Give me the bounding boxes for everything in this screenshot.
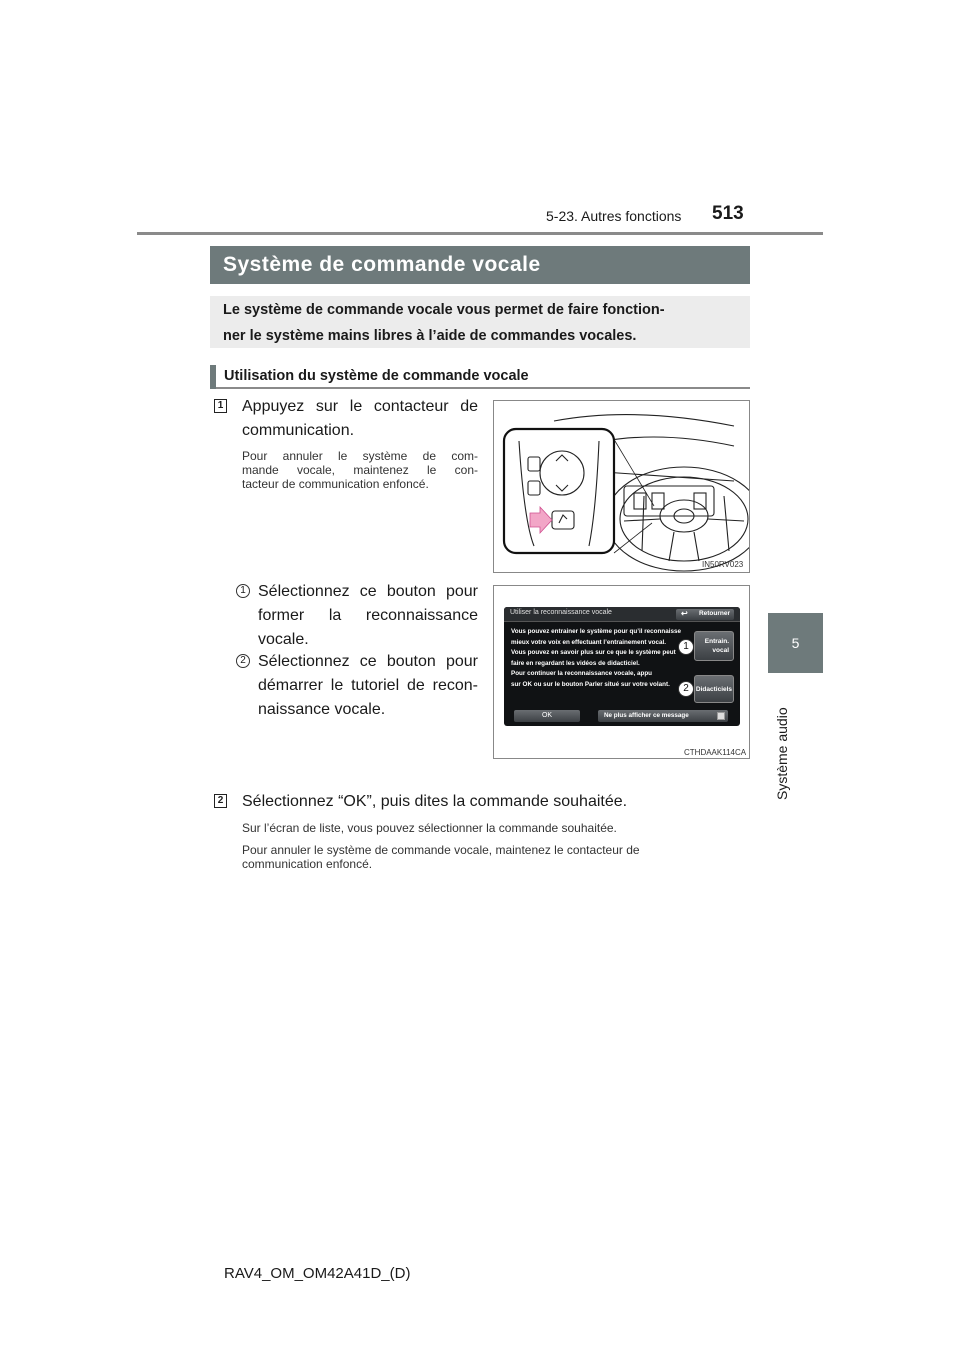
intro-box [210,296,750,348]
note-line: tacteur de communication enfoncé. [242,477,429,491]
note-line: communication enfoncé. [242,857,373,871]
hide-message-label: Ne plus afficher ce message [604,712,689,719]
step-2-note-1 [242,821,752,835]
note-line: mande vocale, maintenez le con- [242,463,478,477]
subsection-marker [210,365,216,389]
text-line: naissance vocale. [258,701,386,718]
step-2-text: Sélectionnez “OK”, puis dites la commande souhaitée. [242,793,628,810]
hide-message-button[interactable] [598,710,728,722]
back-button[interactable] [676,609,734,620]
text-line: vocale. [258,631,309,648]
train-voice-button[interactable] [694,631,734,661]
chapter-title: Système audio [774,707,790,800]
intro-line: Le système de commande vocale vous permet de faire fonction- [223,302,665,318]
screen-line: Vous pouvez en savoir plus sur ce que le système peut [511,649,676,656]
callout-1-text [258,580,478,652]
train-button-line: vocal [712,647,729,654]
page-number: 513 [712,203,744,224]
callout-2-text [258,650,478,722]
train-button-line: Entrain. [704,638,729,645]
screen-line: mieux votre voix en effectuant l’entrainement vocal. [511,638,667,646]
chapter-tab: 5 [768,613,823,673]
screen-title: Utiliser la reconnaissance vocale [510,609,612,616]
intro-line: ner le système mains libres à l’aide de commandes vocales. [223,328,637,344]
tutorial-button[interactable]: Didacticiels [694,675,734,703]
back-arrow-icon: ↩ [681,609,688,618]
section-reference: 5-23. Autres fonctions [546,208,682,224]
document-code: RAV4_OM_OM42A41D_(D) [224,1265,411,1282]
screen-line: sur OK ou sur le bouton Parler situé sur votre volant. [511,680,670,688]
screen-message [511,627,681,690]
text-line: Sélectionnez ce bouton pour [258,653,478,670]
text-line: former la reconnaissance [258,607,478,624]
screen-line: Vous pouvez entrainer le système pour qu’il reconnaisse [511,628,681,635]
step-number-1: 1 [214,399,227,413]
figure-code: IN50RV023 [702,560,744,569]
steering-wheel-figure [493,400,750,573]
text-line: communication. [242,422,355,439]
note-line: Sur l’écran de liste, vous pouvez sélectionner la commande souhaitée. [242,821,617,835]
steering-wheel-illustration [494,401,749,572]
subsection-heading: Utilisation du système de commande vocale [210,365,750,389]
display-screen [504,607,740,726]
voice-screen-figure [493,585,750,759]
callout-number-2: 2 [236,654,250,668]
step-2-note-2 [242,843,752,871]
ok-button[interactable]: OK [514,710,580,722]
step-1-text [242,395,478,443]
note-line: Pour annuler le système de commande vocale, maintenez le contacteur de [242,843,640,857]
note-line: Pour annuler le système de com- [242,449,478,463]
page-title: Système de commande vocale [210,246,750,284]
step-number-2: 2 [214,794,227,808]
step-1-note [242,449,478,491]
back-button-label: Retourner [698,610,730,617]
text-line: démarrer le tutoriel de recon- [258,677,478,694]
screen-marker-1: 1 [678,639,694,655]
text-line: Appuyez sur le contacteur de [242,398,478,415]
screen-line: Pour continuer la reconnaissance vocale, appu [511,670,653,677]
text-line: Sélectionnez ce bouton pour [258,583,478,600]
screen-marker-2: 2 [678,681,694,697]
screen-line: faire en regardant les vidéos de didacticiel. [511,659,640,667]
hide-message-checkbox[interactable] [717,712,725,720]
header-rule [137,232,823,235]
callout-number-1: 1 [236,584,250,598]
chapter-label [774,680,794,800]
figure-code: CTHDAAK114CA [684,748,747,757]
